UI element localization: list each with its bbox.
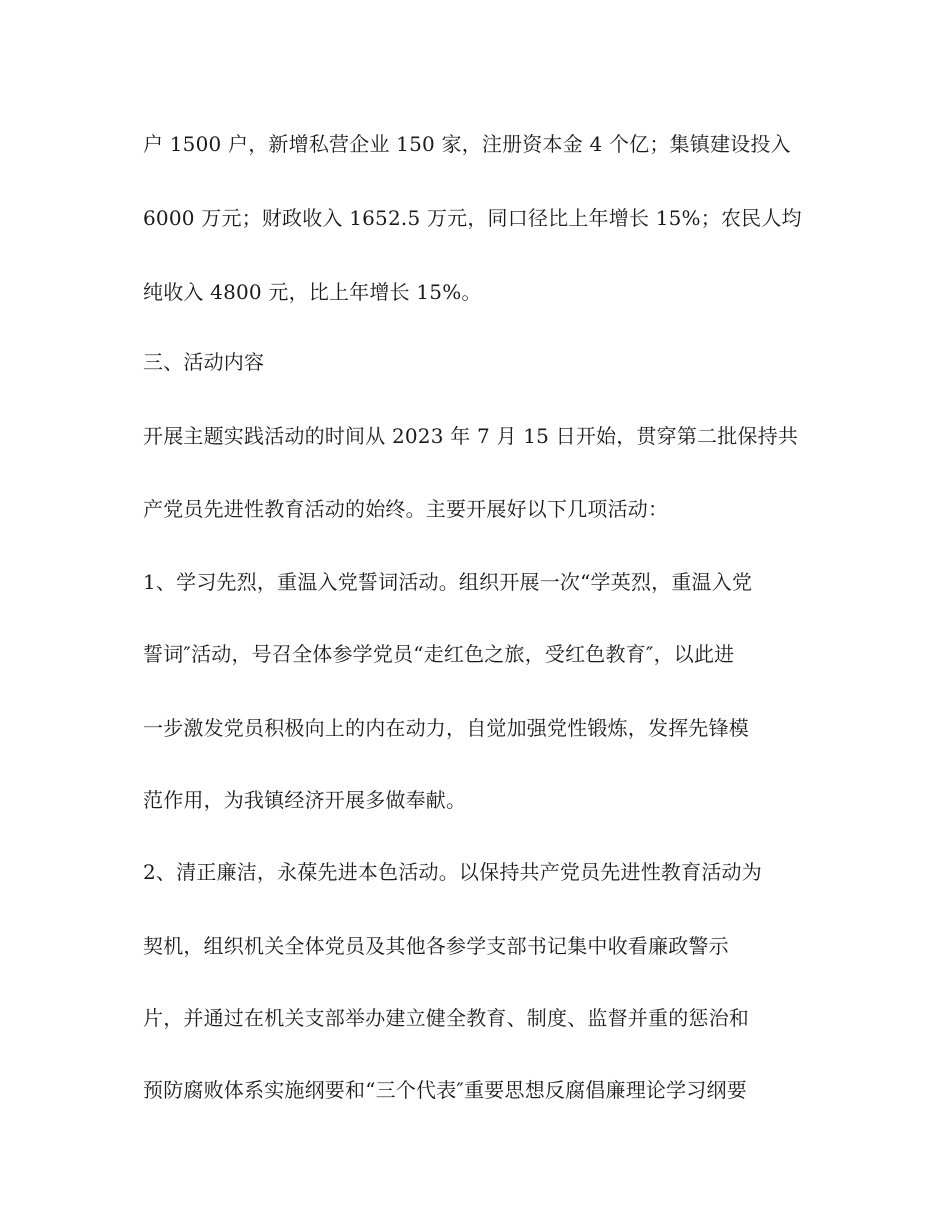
- text-line: 预防腐败体系实施纲要和“三个代表″重要思想反腐倡廉理论学习纲要: [143, 1078, 747, 1102]
- text-line: 纯收入 4800 元，比上年增长 15%。: [143, 280, 482, 304]
- text-line: 契机，组织机关全体党员及其他各参学支部书记集中收看廉政警示: [143, 934, 729, 958]
- text-line: 范作用，为我镇经济开展多做奉献。: [143, 788, 467, 812]
- text-line: 片，并通过在机关支部举办建立健全教育、制度、监督并重的惩治和: [143, 1006, 749, 1030]
- text-line: 产党员先进性教育活动的始终。主要开展好以下几项活动：: [143, 497, 669, 521]
- text-line: 一步激发党员积极向上的内在动力，自觉加强党性锻炼，发挥先锋模: [143, 716, 749, 740]
- text-line: 2、清正廉洁，永葆先进本色活动。以保持共产党员先进性教育活动为: [143, 860, 762, 884]
- text-line: 6000 万元；财政收入 1652.5 万元，同口径比上年增长 15%；农民人均: [143, 206, 802, 230]
- text-line: 户 1500 户，新增私营企业 150 家，注册资本金 4 个亿；集镇建设投入: [143, 132, 791, 156]
- section-heading: 三、活动内容: [143, 350, 265, 374]
- text-line: 开展主题实践活动的时间从 2023 年 7 月 15 日开始，贯穿第二批保持共: [143, 424, 799, 448]
- text-line: 誓词″活动，号召全体参学党员“走红色之旅，受红色教育″，以此进: [143, 642, 735, 666]
- text-line: 1、学习先烈，重温入党誓词活动。组织开展一次“学英烈，重温入党: [143, 570, 753, 594]
